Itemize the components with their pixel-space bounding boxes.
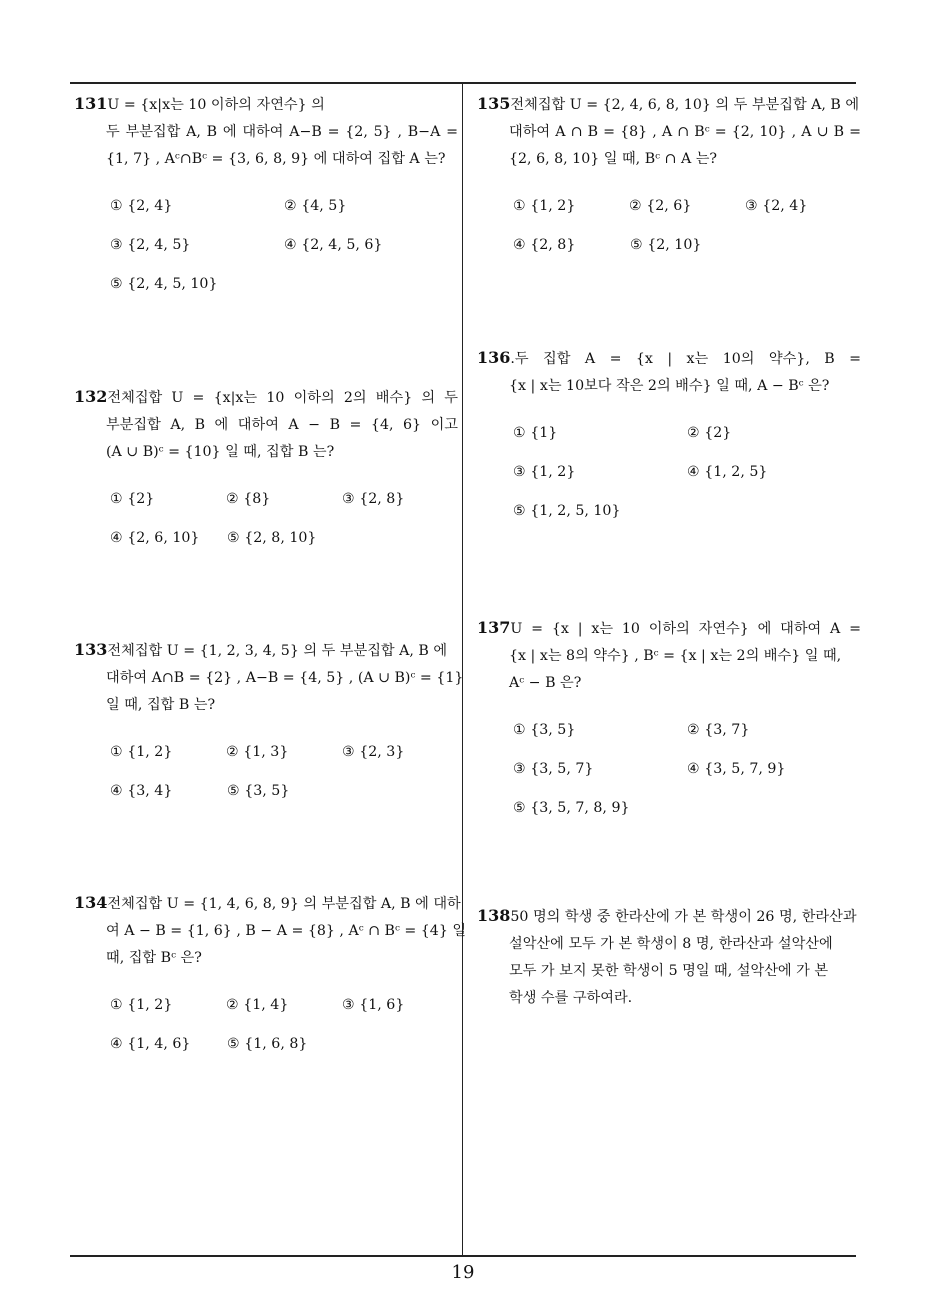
problem-137 [477,614,861,834]
choice-1[interactable]: ① {3, 5} [513,722,576,738]
question-line: 50 명의 학생 중 한라산에 가 본 학생이 26 명, 한라산과 [510,909,857,925]
choice-2[interactable]: ② {8} [226,491,271,507]
choice-4[interactable]: ④ {3, 4} [110,783,173,799]
choice-3[interactable]: ③ {2, 3} [342,744,405,760]
choice-1[interactable]: ① {1} [513,425,558,441]
answer-choices [74,193,458,310]
choice-5[interactable]: ⑤ {2, 4, 5, 10} [110,276,218,292]
question-line: 전체집합 U = {1, 4, 6, 8, 9} 의 부분집합 A, B 에 대하 [107,896,461,912]
problem-number: 135 [477,94,511,113]
problem-number: 134 [74,893,108,912]
choice-5[interactable]: ⑤ {1, 2, 5, 10} [513,503,621,519]
top-rule [70,82,856,84]
question-line: 모두 가 보지 못한 학생이 5 명일 때, 설악산에 가 본 [509,963,829,979]
question-line: {x | x는 8의 약수} , Bᶜ = {x | x는 2의 배수} 일 때, [509,648,842,664]
choice-3[interactable]: ③ {1, 2} [513,464,576,480]
question-line: 전체집합 U = {2, 4, 6, 8, 10} 의 두 부분집합 A, B 에 [510,97,860,113]
page-number: 19 [451,1262,475,1283]
problem-number: 136 [477,348,511,367]
question-line: 학생 수를 구하여라. [509,990,633,1006]
problem-136 [477,344,861,537]
choice-4[interactable]: ④ {2, 6, 10} [110,530,200,546]
choice-5[interactable]: ⑤ {3, 5, 7, 8, 9} [513,800,630,816]
choice-1[interactable]: ① {1, 2} [513,198,576,214]
question-line: 대하여 A ∩ B = {8} , A ∩ Bᶜ = {2, 10} , A ∪ B = [509,124,861,140]
question-line: {x | x는 10보다 작은 2의 배수} 일 때, A − Bᶜ 은? [509,378,830,394]
choice-1[interactable]: ① {1, 2} [110,744,173,760]
question-line: {1, 7} , Aᶜ∩Bᶜ = {3, 6, 8, 9} 에 대하여 집합 A 는? [106,151,446,167]
question-line: (A ∪ B)ᶜ = {10} 일 때, 집합 B 는? [106,444,335,460]
choice-3[interactable]: ③ {2, 4} [745,198,808,214]
choice-1[interactable]: ① {2, 4} [110,198,173,214]
choice-4[interactable]: ④ {1, 2, 5} [687,464,768,480]
problem-131 [74,90,458,310]
question-line: 대하여 A∩B = {2} , A−B = {4, 5} , (A ∪ B)ᶜ = {1} [106,670,464,686]
choice-3[interactable]: ③ {2, 8} [342,491,405,507]
choice-4[interactable]: ④ {3, 5, 7, 9} [687,761,786,777]
choice-4[interactable]: ④ {2, 4, 5, 6} [284,237,383,253]
choice-5[interactable]: ⑤ {1, 6, 8} [227,1036,308,1052]
problem-number: 138 [477,906,511,925]
problem-number: 132 [74,387,108,406]
question-line: 전체집합 U = {x|x는 10 이하의 2의 배수} 의 두 [107,390,458,406]
problem-135 [477,90,861,271]
choice-2[interactable]: ② {1, 3} [226,744,289,760]
question-line: 부분집합 A, B 에 대하여 A − B = {4, 6} 이고 [106,417,458,433]
choice-2[interactable]: ② {2, 6} [629,198,692,214]
choice-4[interactable]: ④ {2, 8} [513,237,576,253]
question-line: 여 A − B = {1, 6} , B − A = {8} , Aᶜ ∩ Bᶜ = {4} 일 [106,923,467,939]
choice-5[interactable]: ⑤ {2, 10} [630,237,702,253]
choice-2[interactable]: ② {2} [687,425,732,441]
choice-3[interactable]: ③ {2, 4, 5} [110,237,191,253]
choice-5[interactable]: ⑤ {2, 8, 10} [227,530,317,546]
problem-134 [74,889,467,1070]
question-line: Aᶜ − B 은? [509,675,582,691]
question-line: U = {x | x는 10 이하의 자연수} 에 대하여 A = [510,621,861,637]
question-line: 전체집합 U = {1, 2, 3, 4, 5} 의 두 부분집합 A, B 에 [107,643,448,659]
choice-1[interactable]: ① {2} [110,491,155,507]
answer-choices [477,420,861,537]
problem-132 [74,383,458,564]
choice-5[interactable]: ⑤ {3, 5} [227,783,290,799]
problem-138 [477,902,861,1012]
choice-3[interactable]: ③ {3, 5, 7} [513,761,594,777]
question-line: U = {x|x는 10 이하의 자연수} 의 [107,97,325,113]
question-line: .두 집합 A = {x | x는 10의 약수}, B = [510,351,861,367]
question-line: {2, 6, 8, 10} 일 때, Bᶜ ∩ A 는? [509,151,718,167]
answer-choices [477,717,861,834]
question-line: 일 때, 집합 B 는? [106,697,216,713]
answer-choices [74,992,458,1070]
choice-1[interactable]: ① {1, 2} [110,997,173,1013]
choice-3[interactable]: ③ {1, 6} [342,997,405,1013]
answer-choices [74,739,458,817]
question-line: 설악산에 모두 가 본 학생이 8 명, 한라산과 설악산에 [509,936,833,952]
choice-2[interactable]: ② {1, 4} [226,997,289,1013]
answer-choices [477,193,861,271]
bottom-rule [70,1255,856,1257]
question-line: 두 부분집합 A, B 에 대하여 A−B = {2, 5} , B−A = [106,124,458,140]
answer-choices [74,486,458,564]
problem-number: 131 [74,94,108,113]
question-line: 때, 집합 Bᶜ 은? [106,950,202,966]
choice-2[interactable]: ② {3, 7} [687,722,750,738]
problem-133 [74,636,464,817]
choice-2[interactable]: ② {4, 5} [284,198,347,214]
problem-number: 133 [74,640,108,659]
problem-number: 137 [477,618,511,637]
choice-4[interactable]: ④ {1, 4, 6} [110,1036,191,1052]
